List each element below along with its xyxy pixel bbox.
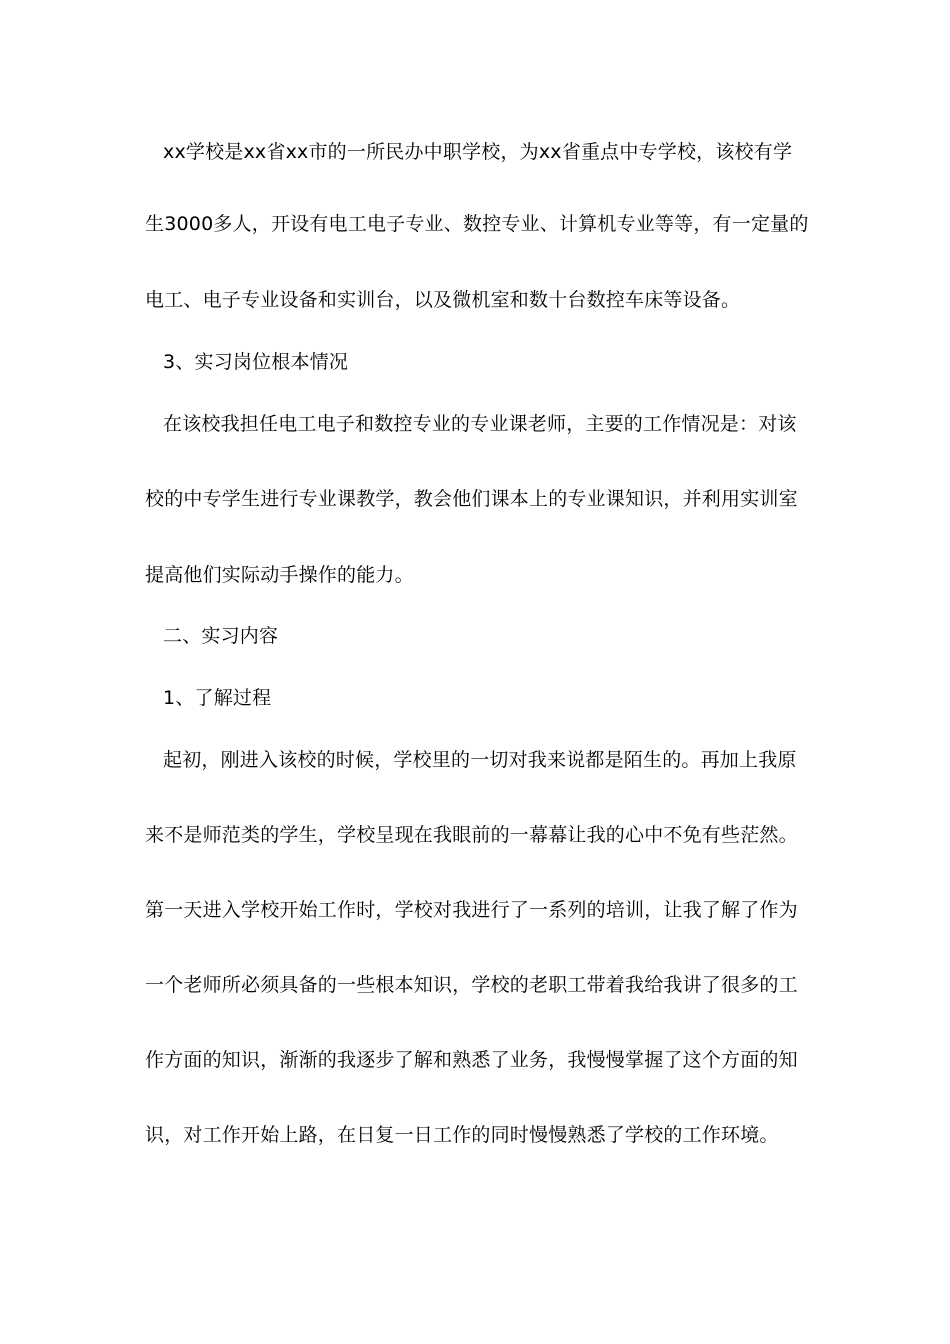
paragraph-line: 来不是师范类的学生，学校呈现在我眼前的一幕幕让我的心中不免有些茫然。 [145,824,798,846]
paragraph-line: 第一天进入学校开始工作时，学校对我进行了一系列的培训，让我了解了作为 [145,899,798,921]
section-heading: 3、实习岗位根本情况 [163,351,349,373]
paragraph-line: 校的中专学生进行专业课教学，教会他们课本上的专业课知识，并利用实训室 [145,488,798,510]
paragraph-line: 作方面的知识，渐渐的我逐步了解和熟悉了业务，我慢慢掌握了这个方面的知 [145,1049,798,1071]
paragraph-line: 识，对工作开始上路，在日复一日工作的同时慢慢熟悉了学校的工作环境。 [145,1124,779,1146]
paragraph-line: 在该校我担任电工电子和数控专业的专业课老师，主要的工作情况是：对该 [163,413,797,435]
paragraph-line: xx学校是xx省xx市的一所民办中职学校，为xx省重点中专学校，该校有学 [163,141,793,163]
paragraph-line: 一个老师所必须具备的一些根本知识，学校的老职工带着我给我讲了很多的工 [145,974,798,996]
paragraph-line: 提高他们实际动手操作的能力。 [145,564,414,586]
section-heading: 二、实习内容 [163,625,279,647]
section-heading: 1、了解过程 [163,687,272,709]
paragraph-line: 生3000多人，开设有电工电子专业、数控专业、计算机专业等等，有一定量的 [145,213,809,235]
paragraph-line: 起初，刚进入该校的时候，学校里的一切对我来说都是陌生的。再加上我原 [163,749,797,771]
paragraph-line: 电工、电子专业设备和实训台，以及微机室和数十台数控车床等设备。 [145,289,741,311]
